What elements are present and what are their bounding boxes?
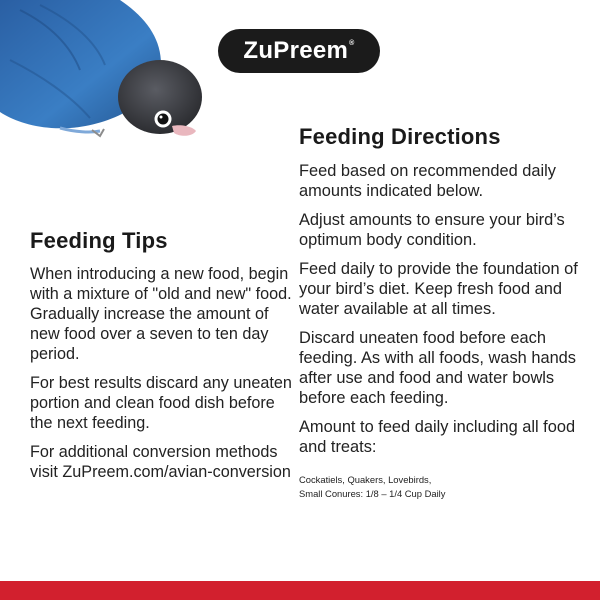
red-footer-bar — [0, 581, 600, 600]
feeding-tip-2: For best results discard any uneaten portion and clean food dish before the next feeding. — [30, 374, 292, 432]
registered-mark: ® — [349, 39, 355, 47]
direction-4: Discard uneaten food before each feeding. As with all foods, wash hands after use and food and water bowls before each feeding. — [299, 329, 576, 407]
daily-amount-line-1: Cockatiels, Quakers, Lovebirds, — [299, 474, 432, 485]
zupreem-logo — [218, 29, 380, 73]
direction-2: Adjust amounts to ensure your bird’s optimum body condition. — [299, 211, 565, 249]
feeding-directions-heading: Feeding Directions — [299, 124, 501, 149]
daily-amount-line-2: Small Conures: 1/8 – 1/4 Cup Daily — [299, 488, 446, 499]
feeding-tip-3: For additional conversion methods visit ZuPreem.com/avian-conversion — [30, 443, 291, 481]
daily-amount-note — [299, 473, 589, 501]
feeding-tips-heading: Feeding Tips — [30, 228, 168, 253]
direction-3: Feed daily to provide the foundation of your bird’s diet. Keep fresh food and water available at all times. — [299, 260, 578, 318]
direction-5: Amount to feed daily including all food and treats: — [299, 418, 576, 456]
feeding-directions-section — [299, 124, 589, 510]
feeding-tip-1: When introducing a new food, begin with a mixture of "old and new" food. Gradually increase the amount of new food over a seven to ten day period. — [30, 265, 292, 363]
logo-text: ZuPreem — [243, 37, 349, 64]
lovebird-image — [0, 0, 210, 140]
feeding-tips-section — [30, 228, 292, 491]
direction-1: Feed based on recommended daily amounts indicated below. — [299, 162, 556, 200]
